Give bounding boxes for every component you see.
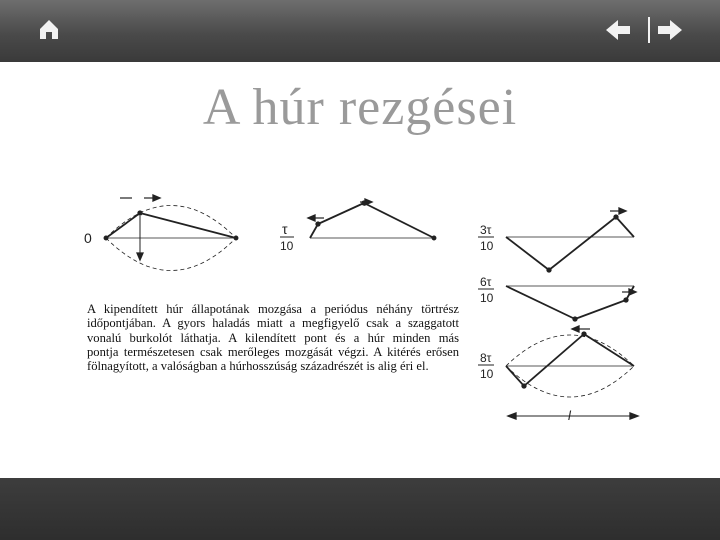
label-t8-den: 10 (480, 367, 494, 381)
caption-line: fölnagyított, a valóságban a húrhosszúság századrészét is alig éri el. (87, 359, 429, 374)
bottom-bar (0, 478, 720, 540)
figure-caption (87, 302, 459, 373)
label-t1-num: τ (282, 221, 288, 237)
prev-slide-icon[interactable] (604, 16, 632, 44)
label-t1-den: 10 (280, 239, 294, 253)
caption-line: pontja természetesen csak merőleges mozgását végzi. A kitérés erősen (87, 344, 459, 359)
top-nav-bar (0, 0, 720, 62)
label-length: l (568, 408, 571, 423)
label-t0: 0 (84, 230, 92, 246)
slide-title: A húr rezgései (202, 79, 518, 136)
label-t6-den: 10 (480, 291, 494, 305)
caption-line: vonalú burkolót láthatja. A kilendített pont és a húr minden más (87, 330, 459, 345)
label-t3-den: 10 (480, 239, 494, 253)
label-t3-num: 3τ (480, 223, 492, 237)
caption-line: időpontjában. A gyors haladás miatt a megfigyelő csak a szaggatott (87, 316, 459, 331)
label-t6-num: 6τ (480, 275, 492, 289)
slide-separator (648, 17, 650, 43)
caption-line: A kipendített húr állapotának mozgása a periódus néhány törtrész (87, 302, 459, 316)
next-slide-icon[interactable] (656, 16, 684, 44)
label-t8-num: 8τ (480, 351, 492, 365)
home-icon[interactable] (36, 16, 62, 42)
